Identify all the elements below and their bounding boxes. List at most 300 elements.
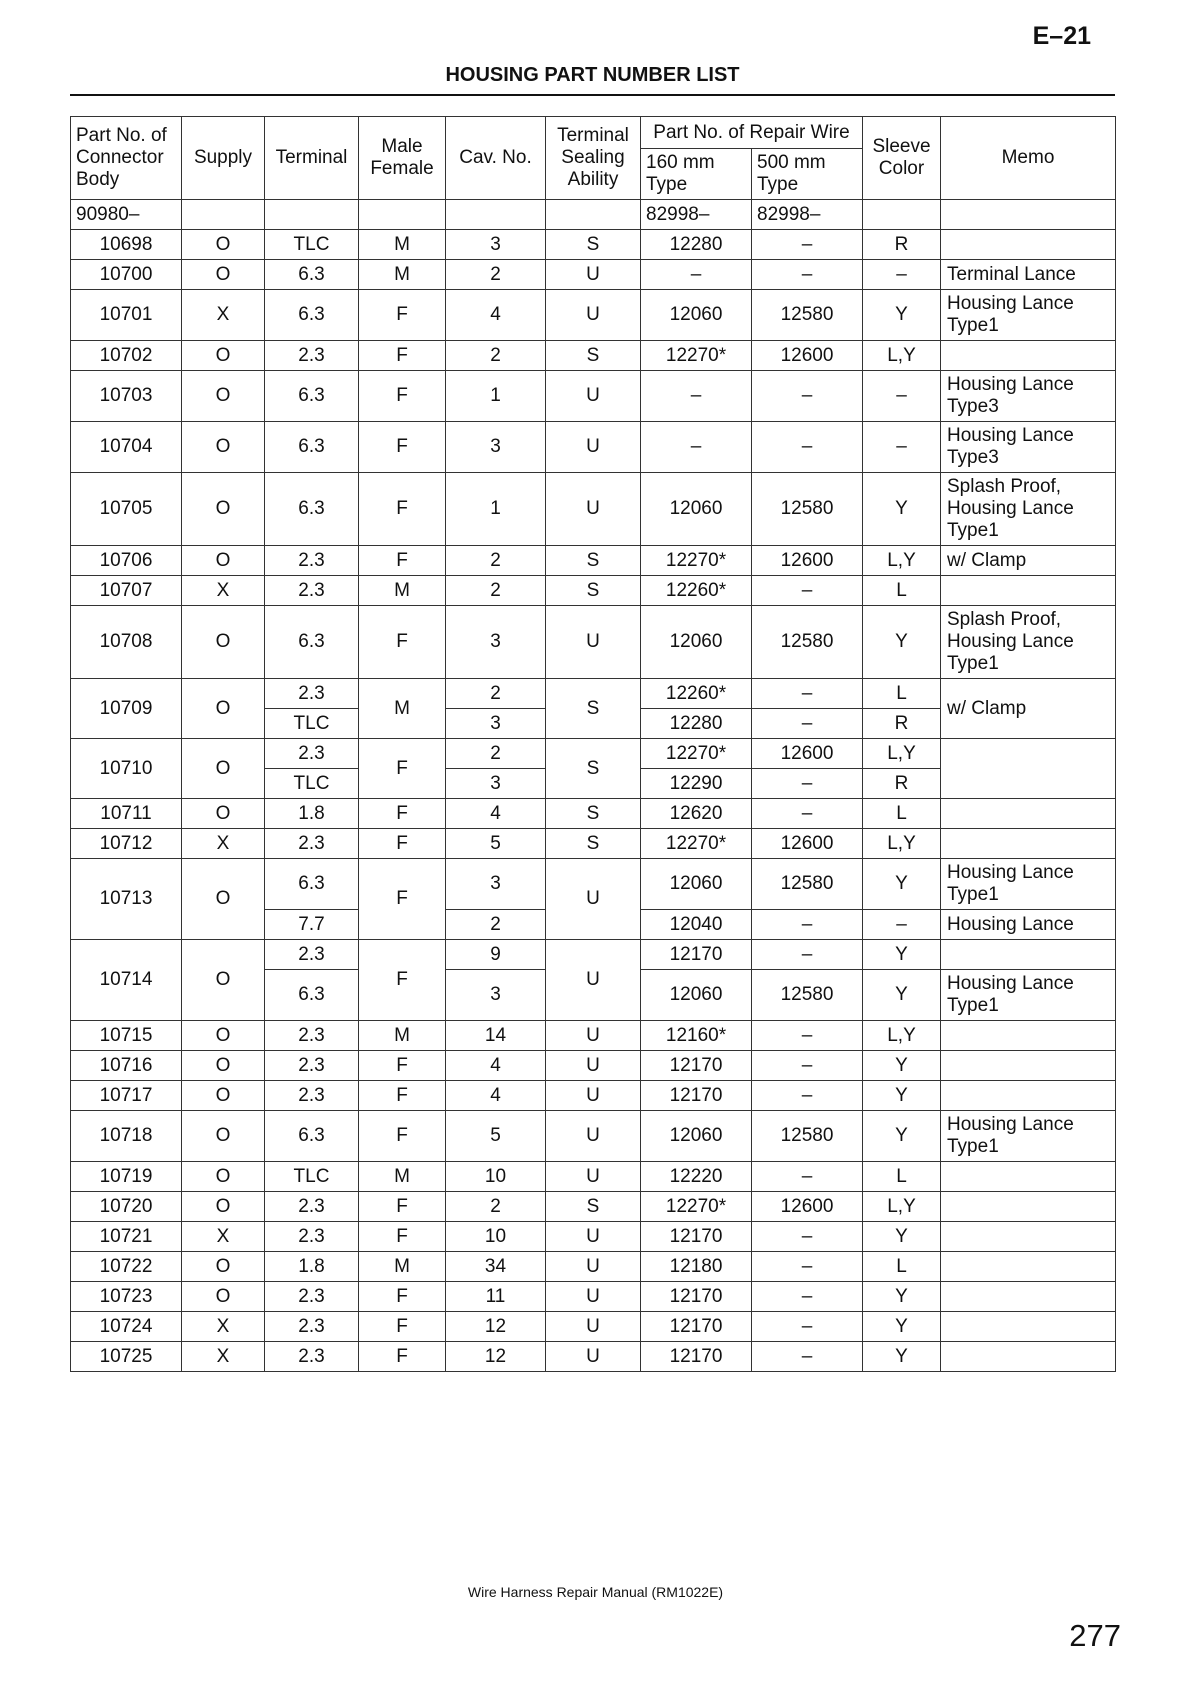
sealing-cell: U [546,371,641,422]
terminal-cell: 6.3 [265,859,359,910]
memo-cell: w/ Clamp [941,546,1116,576]
table-row [71,940,1116,970]
terminal-cell: 2.3 [265,1312,359,1342]
sealing-cell: U [546,1111,641,1162]
terminal-cell: TLC [265,709,359,739]
cav-no-cell: 2 [446,576,546,606]
memo-cell [941,576,1116,606]
wire-160-cell: 12180 [641,1252,752,1282]
memo-cell [941,1312,1116,1342]
sleeve-color-cell: L,Y [863,546,941,576]
supply-cell: X [182,1222,265,1252]
cav-no-cell: 14 [446,1021,546,1051]
sealing-cell: U [546,1222,641,1252]
sleeve-color-cell: L [863,576,941,606]
memo-cell [941,341,1116,371]
memo-cell [941,829,1116,859]
part-no-cell: 10713 [71,859,182,940]
cav-no-cell: 2 [446,341,546,371]
part-no-cell: 10725 [71,1342,182,1372]
terminal-cell: 2.3 [265,341,359,371]
supply-cell: O [182,1282,265,1312]
sealing-cell: S [546,679,641,739]
cav-no-cell: 12 [446,1312,546,1342]
terminal-cell: 2.3 [265,546,359,576]
male-female-cell: F [359,606,446,679]
wire-500-cell: – [752,1222,863,1252]
terminal-cell: 2.3 [265,829,359,859]
supply-cell: O [182,1081,265,1111]
part-no-cell: 10722 [71,1252,182,1282]
male-female-cell: F [359,371,446,422]
cav-no-cell: 1 [446,473,546,546]
sleeve-color-cell: – [863,260,941,290]
header-terminal: Terminal [265,117,359,200]
male-female-cell: F [359,859,446,940]
sleeve-color-cell: R [863,769,941,799]
wire-500-cell: – [752,1252,863,1282]
table-row [71,1111,1116,1162]
terminal-cell: 6.3 [265,970,359,1021]
table-row [71,679,1116,709]
sealing-cell: S [546,546,641,576]
wire-500-cell: – [752,709,863,739]
sleeve-color-cell: Y [863,970,941,1021]
table-row [71,260,1116,290]
terminal-cell: 7.7 [265,910,359,940]
male-female-cell: F [359,422,446,473]
wire-160-cell: 12170 [641,1342,752,1372]
wire-500-cell: 12600 [752,546,863,576]
wire-500-cell: 12600 [752,1192,863,1222]
housing-part-table [70,116,1116,1372]
sealing-cell: U [546,1081,641,1111]
wire-160-cell: 12270* [641,1192,752,1222]
cav-no-cell: 9 [446,940,546,970]
table-row [71,1222,1116,1252]
cav-no-cell: 2 [446,1192,546,1222]
cav-no-cell: 2 [446,679,546,709]
sleeve-color-cell: L,Y [863,1192,941,1222]
male-female-cell: F [359,341,446,371]
sealing-cell: U [546,1312,641,1342]
male-female-cell: F [359,1342,446,1372]
empty-cell [359,200,446,230]
memo-cell [941,1222,1116,1252]
table-row [71,1051,1116,1081]
wire-160-cell: 12270* [641,546,752,576]
part-prefix-cell: 90980– [71,200,182,230]
cav-no-cell: 5 [446,1111,546,1162]
supply-cell: O [182,371,265,422]
cav-no-cell: 2 [446,739,546,769]
sleeve-color-cell: Y [863,859,941,910]
manual-name: Wire Harness Repair Manual (RM1022E) [467,1584,724,1600]
sleeve-color-cell: L [863,1252,941,1282]
wire-160-cell: 12220 [641,1162,752,1192]
supply-cell: X [182,1312,265,1342]
table-row [71,739,1116,769]
part-no-cell: 10712 [71,829,182,859]
wire-160-cell: 12040 [641,910,752,940]
male-female-cell: M [359,1252,446,1282]
cav-no-cell: 3 [446,230,546,260]
table-row [71,1282,1116,1312]
empty-cell [546,200,641,230]
table-body [71,200,1116,1372]
memo-cell: Housing Lance Type1 [941,859,1116,910]
supply-cell: O [182,859,265,940]
cav-no-cell: 4 [446,1051,546,1081]
supply-cell: O [182,1252,265,1282]
terminal-cell: 2.3 [265,679,359,709]
sealing-cell: S [546,1192,641,1222]
memo-cell: Splash Proof, Housing Lance Type1 [941,606,1116,679]
wire-160-cell: 12270* [641,829,752,859]
male-female-cell: F [359,739,446,799]
sealing-cell: U [546,260,641,290]
supply-cell: X [182,576,265,606]
male-female-cell: F [359,1192,446,1222]
part-no-cell: 10704 [71,422,182,473]
terminal-cell: 2.3 [265,1282,359,1312]
sleeve-color-cell: R [863,230,941,260]
supply-cell: O [182,341,265,371]
part-no-cell: 10719 [71,1162,182,1192]
wire-160-cell: 12170 [641,1282,752,1312]
sealing-cell: S [546,576,641,606]
terminal-cell: 6.3 [265,371,359,422]
memo-cell [941,1162,1116,1192]
table-row [71,829,1116,859]
terminal-cell: 1.8 [265,1252,359,1282]
table-row [71,422,1116,473]
table-row [71,230,1116,260]
cav-no-cell: 3 [446,709,546,739]
part-no-cell: 10706 [71,546,182,576]
cav-no-cell: 4 [446,1081,546,1111]
wire-160-cell: 12170 [641,1312,752,1342]
sealing-cell: S [546,829,641,859]
wire-160-prefix-cell: 82998– [641,200,752,230]
sleeve-color-cell: Y [863,1222,941,1252]
sleeve-color-cell: Y [863,1081,941,1111]
memo-cell [941,1342,1116,1372]
wire-160-cell: 12060 [641,290,752,341]
terminal-cell: 2.3 [265,1051,359,1081]
terminal-cell: 6.3 [265,290,359,341]
sleeve-color-cell: L,Y [863,829,941,859]
male-female-cell: M [359,1162,446,1192]
sealing-cell: U [546,940,641,1021]
sleeve-color-cell: L [863,1162,941,1192]
wire-160-cell: – [641,422,752,473]
wire-500-cell: 12580 [752,606,863,679]
wire-500-cell: – [752,1051,863,1081]
part-no-cell: 10714 [71,940,182,1021]
part-no-cell: 10703 [71,371,182,422]
memo-cell [941,230,1116,260]
wire-160-cell: 12260* [641,679,752,709]
wire-500-cell: – [752,769,863,799]
memo-cell: Terminal Lance [941,260,1116,290]
cav-no-cell: 12 [446,1342,546,1372]
page-title: HOUSING PART NUMBER LIST [445,64,740,86]
memo-cell [941,739,1116,799]
title-rule [70,94,1115,96]
supply-cell: O [182,1021,265,1051]
terminal-cell: 2.3 [265,1081,359,1111]
part-no-cell: 10715 [71,1021,182,1051]
header-500mm: 500 mm Type [752,149,863,200]
table-row [71,1021,1116,1051]
male-female-cell: F [359,290,446,341]
sealing-cell: U [546,1051,641,1081]
terminal-cell: 6.3 [265,260,359,290]
wire-500-cell: – [752,1282,863,1312]
part-no-cell: 10702 [71,341,182,371]
wire-500-cell: – [752,371,863,422]
part-no-cell: 10700 [71,260,182,290]
table-row [71,799,1116,829]
wire-500-cell: 12580 [752,290,863,341]
part-no-cell: 10721 [71,1222,182,1252]
supply-cell: X [182,290,265,341]
wire-160-cell: 12170 [641,940,752,970]
sleeve-color-cell: Y [863,473,941,546]
wire-160-cell: 12060 [641,1111,752,1162]
supply-cell: O [182,260,265,290]
sleeve-color-cell: – [863,371,941,422]
part-no-cell: 10720 [71,1192,182,1222]
male-female-cell: F [359,1111,446,1162]
part-no-cell: 10701 [71,290,182,341]
table-row [71,371,1116,422]
cav-no-cell: 4 [446,290,546,341]
cav-no-cell: 3 [446,606,546,679]
table-row [71,1252,1116,1282]
memo-cell: Housing Lance [941,910,1116,940]
wire-160-cell: 12280 [641,709,752,739]
cav-no-cell: 2 [446,260,546,290]
sealing-cell: U [546,290,641,341]
wire-500-cell: – [752,230,863,260]
header-male-female: Male Female [359,117,446,200]
wire-160-cell: 12270* [641,739,752,769]
memo-cell: Housing Lance Type3 [941,422,1116,473]
wire-500-cell: – [752,910,863,940]
memo-cell: w/ Clamp [941,679,1116,739]
empty-cell [446,200,546,230]
male-female-cell: M [359,1021,446,1051]
male-female-cell: F [359,940,446,1021]
wire-500-cell: – [752,1342,863,1372]
wire-500-cell: 12580 [752,859,863,910]
header-part-no: Part No. of Connector Body [71,117,182,200]
part-no-cell: 10716 [71,1051,182,1081]
sealing-cell: U [546,1162,641,1192]
sealing-cell: S [546,739,641,799]
supply-cell: X [182,1342,265,1372]
terminal-cell: 2.3 [265,1021,359,1051]
part-no-cell: 10718 [71,1111,182,1162]
male-female-cell: F [359,1081,446,1111]
sleeve-color-cell: Y [863,606,941,679]
sealing-cell: S [546,230,641,260]
header-memo: Memo [941,117,1116,200]
sealing-cell: U [546,606,641,679]
sleeve-color-cell: L [863,799,941,829]
sealing-cell: U [546,859,641,940]
table-row [71,1192,1116,1222]
supply-cell: O [182,1051,265,1081]
wire-160-cell: 12160* [641,1021,752,1051]
wire-500-cell: – [752,679,863,709]
wire-160-cell: – [641,371,752,422]
wire-160-cell: 12620 [641,799,752,829]
male-female-cell: F [359,799,446,829]
supply-cell: O [182,1162,265,1192]
wire-500-cell: – [752,1312,863,1342]
sealing-cell: U [546,1252,641,1282]
cav-no-cell: 3 [446,859,546,910]
memo-cell [941,1051,1116,1081]
terminal-cell: 6.3 [265,473,359,546]
sleeve-color-cell: L,Y [863,739,941,769]
memo-cell: Housing Lance Type1 [941,970,1116,1021]
wire-160-cell: 12170 [641,1222,752,1252]
cav-no-cell: 3 [446,422,546,473]
header-cav-no: Cav. No. [446,117,546,200]
table-row [71,859,1116,910]
supply-cell: O [182,422,265,473]
male-female-cell: F [359,1312,446,1342]
sealing-cell: U [546,1021,641,1051]
male-female-cell: F [359,1222,446,1252]
wire-500-cell: – [752,1021,863,1051]
wire-500-cell: – [752,940,863,970]
part-no-cell: 10705 [71,473,182,546]
memo-cell [941,1081,1116,1111]
supply-cell: X [182,829,265,859]
page-number: 277 [1069,1618,1121,1653]
header-sealing: Terminal Sealing Ability [546,117,641,200]
cav-no-cell: 2 [446,910,546,940]
terminal-cell: 6.3 [265,1111,359,1162]
terminal-cell: 2.3 [265,739,359,769]
part-no-cell: 10723 [71,1282,182,1312]
table-row [71,1312,1116,1342]
supply-cell: O [182,606,265,679]
wire-160-cell: 12260* [641,576,752,606]
sleeve-color-cell: – [863,422,941,473]
sealing-cell: U [546,422,641,473]
part-no-cell: 10717 [71,1081,182,1111]
part-no-cell: 10708 [71,606,182,679]
wire-500-cell: – [752,576,863,606]
part-no-cell: 10710 [71,739,182,799]
cav-no-cell: 4 [446,799,546,829]
sleeve-color-cell: – [863,910,941,940]
wire-500-cell: 12600 [752,341,863,371]
terminal-cell: 2.3 [265,576,359,606]
wire-500-prefix-cell: 82998– [752,200,863,230]
supply-cell: O [182,799,265,829]
wire-500-cell: 12580 [752,1111,863,1162]
cav-no-cell: 34 [446,1252,546,1282]
male-female-cell: F [359,829,446,859]
sealing-cell: U [546,473,641,546]
sealing-cell: U [546,1342,641,1372]
sealing-cell: S [546,341,641,371]
cav-no-cell: 10 [446,1222,546,1252]
table-row [71,290,1116,341]
header-160mm: 160 mm Type [641,149,752,200]
memo-cell [941,1282,1116,1312]
sealing-cell: S [546,799,641,829]
terminal-cell: 6.3 [265,606,359,679]
supply-cell: O [182,473,265,546]
sleeve-color-cell: Y [863,940,941,970]
sealing-cell: U [546,1282,641,1312]
header-repair-wire: Part No. of Repair Wire [641,117,863,149]
wire-500-cell: – [752,799,863,829]
memo-cell: Housing Lance Type1 [941,290,1116,341]
supply-cell: O [182,230,265,260]
male-female-cell: M [359,260,446,290]
wire-500-cell: – [752,1081,863,1111]
wire-160-cell: 12060 [641,859,752,910]
table-row [71,576,1116,606]
sleeve-color-cell: L,Y [863,341,941,371]
wire-160-cell: 12060 [641,606,752,679]
sleeve-color-cell: Y [863,1282,941,1312]
sleeve-color-cell: L,Y [863,1021,941,1051]
wire-160-cell: 12280 [641,230,752,260]
table-row [71,1342,1116,1372]
sleeve-color-cell: Y [863,1312,941,1342]
table-row [71,341,1116,371]
cav-no-cell: 11 [446,1282,546,1312]
part-no-cell: 10724 [71,1312,182,1342]
terminal-cell: 6.3 [265,422,359,473]
header-supply: Supply [182,117,265,200]
supply-cell: O [182,940,265,1021]
part-no-cell: 10711 [71,799,182,829]
sleeve-color-cell: L [863,679,941,709]
memo-cell: Splash Proof, Housing Lance Type1 [941,473,1116,546]
memo-cell [941,799,1116,829]
wire-160-cell: 12290 [641,769,752,799]
wire-500-cell: – [752,1162,863,1192]
cav-no-cell: 10 [446,1162,546,1192]
male-female-cell: F [359,1282,446,1312]
cav-no-cell: 1 [446,371,546,422]
terminal-cell: 2.3 [265,1342,359,1372]
terminal-cell: 2.3 [265,1222,359,1252]
part-no-cell: 10707 [71,576,182,606]
prefix-row [71,200,1116,230]
wire-160-cell: – [641,260,752,290]
wire-160-cell: 12060 [641,970,752,1021]
cav-no-cell: 2 [446,546,546,576]
table-row [71,473,1116,546]
memo-cell [941,1252,1116,1282]
memo-cell [941,940,1116,970]
wire-500-cell: – [752,260,863,290]
empty-cell [941,200,1116,230]
male-female-cell: M [359,576,446,606]
